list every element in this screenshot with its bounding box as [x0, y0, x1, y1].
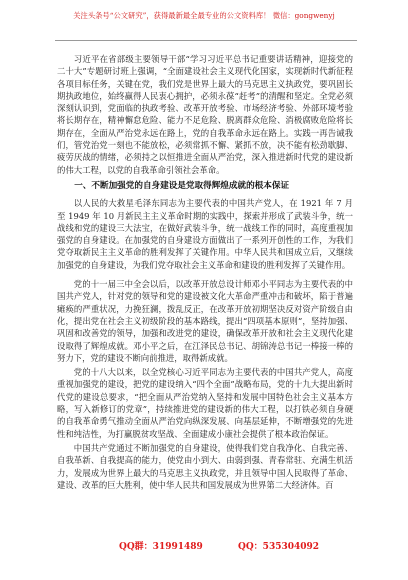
intro-paragraph: 习近平在省部级主要领导干部“学习习近平总书记重要讲话精神，迎接党的二十大”专题研讨班上强调，“全面建设社会主义现代化国家，实现新时代新征程各项目标任务，关键在党，我们党是世界上最大的马克思主义执政党，要巩固长期执政地位，始终赢得人民衷心拥护，必须永葆“赶考”的清醒和坚定。全党必须深刻认识到，党面临的执政考验、改革开放考验、市场经济考验、外部环境考验将长期存在，精神懈怠危险、能力不足危险、脱离群众危险、消极腐败危险将长期存在，全面从严治党永远在路上，党的自我革命永远在路上。实践一再告诫我们，管党治党一刻也不能放松，必须常抓不懈、紧抓不放，决不能有松劲歇脚、疲劳厌战的情绪，必须持之以恒推进全面从严治党，深入推进新时代党的建设新的伟大工程，以党的自我革命引领社会革命。	[57, 54, 353, 175]
footer-contacts	[0, 540, 408, 554]
body-paragraph: 党的十八大以来，以全党核心习近平同志为主要代表的中国共产党人，高度重视加强党的建设，把党的建设纳入“四个全面”战略布局，党的十九大提出新时代党的建设总要求，“把全面从严治党纳入坚持和发展中国特色社会主义基本方略，写入新修订的党章”，持续推进党的建设新的伟大工程，以打铁必须自身硬的自我革命勇气推动全面从严治党向纵深发展、向基层延伸，不断增强党的先进性和纯洁性，为打赢脱贫攻坚战、全面建成小康社会提供了根本政治保证。	[57, 367, 353, 439]
section-heading: 一、不断加强党的自身建设是党取得辉煌成就的根本保证	[74, 180, 290, 191]
footer-qq: QQ：535304092	[238, 542, 320, 552]
document-body	[57, 53, 353, 491]
body-paragraph: 党的十一届三中全会以后，以改革开放总设计师邓小平同志为主要代表的中国共产党人，针对党的领导和党的建设被文化大革命严重冲击和破坏，陷于普遍瘫痪的严重状况，力挽狂澜，拨乱反正，在改革开放初期坚决反对资产阶级自由化，提出党在社会主义初级阶段的基本路线，提出“四项基本原则”，坚持加强、巩固和改善党的领导，加强和改进党的建设，确保改革开放和社会主义现代化建设取得了辉煌成就。邓小平之后，在江泽民总书记、胡锦涛总书记一棒接一棒的努力下，党的建设不断向前推进，取得新成就。	[57, 279, 353, 363]
header-divider	[55, 40, 357, 41]
body-paragraph: 以人民的大救星毛泽东同志为主要代表的中国共产党人，在 1921 年 7 月至 1949 年 10 月新民主主义革命时期的实践中，探索并形成了武装斗争，统一战线和党的建设三大法宝，在做好武装斗争，统一战线工作的同时，高度重视加强党的自身建设。在加强党的自身建设方面做出了一系列开创性的工作，为我们党夺取新民主主义革命的胜利发挥了关键作用。中华人民共和国成立后，又继续加强党的自身建设，为我们党夺取社会主义革命和建设的胜利发挥了关键作用。	[57, 198, 353, 270]
header-banner: 关注头条号“公文研究”，获得最新最全最专业的公文资料库！ 微信：gongwenyj	[73, 11, 335, 20]
footer-qq-group: QQ群：31991489	[119, 542, 203, 552]
body-paragraph: 中国共产党通过不断加强党的自身建设，使得我们党自我净化、自我完善、自我革新、自我提高的能力，使党由小到大、由弱到强、青春常驻、充满生机活力，发展成为世界上最大的马克思主义执政党，并且领导中国人民取得了革命、建设、改革的巨大胜利，使中华人民共和国发展成为世界第二大经济体。百	[57, 442, 353, 490]
